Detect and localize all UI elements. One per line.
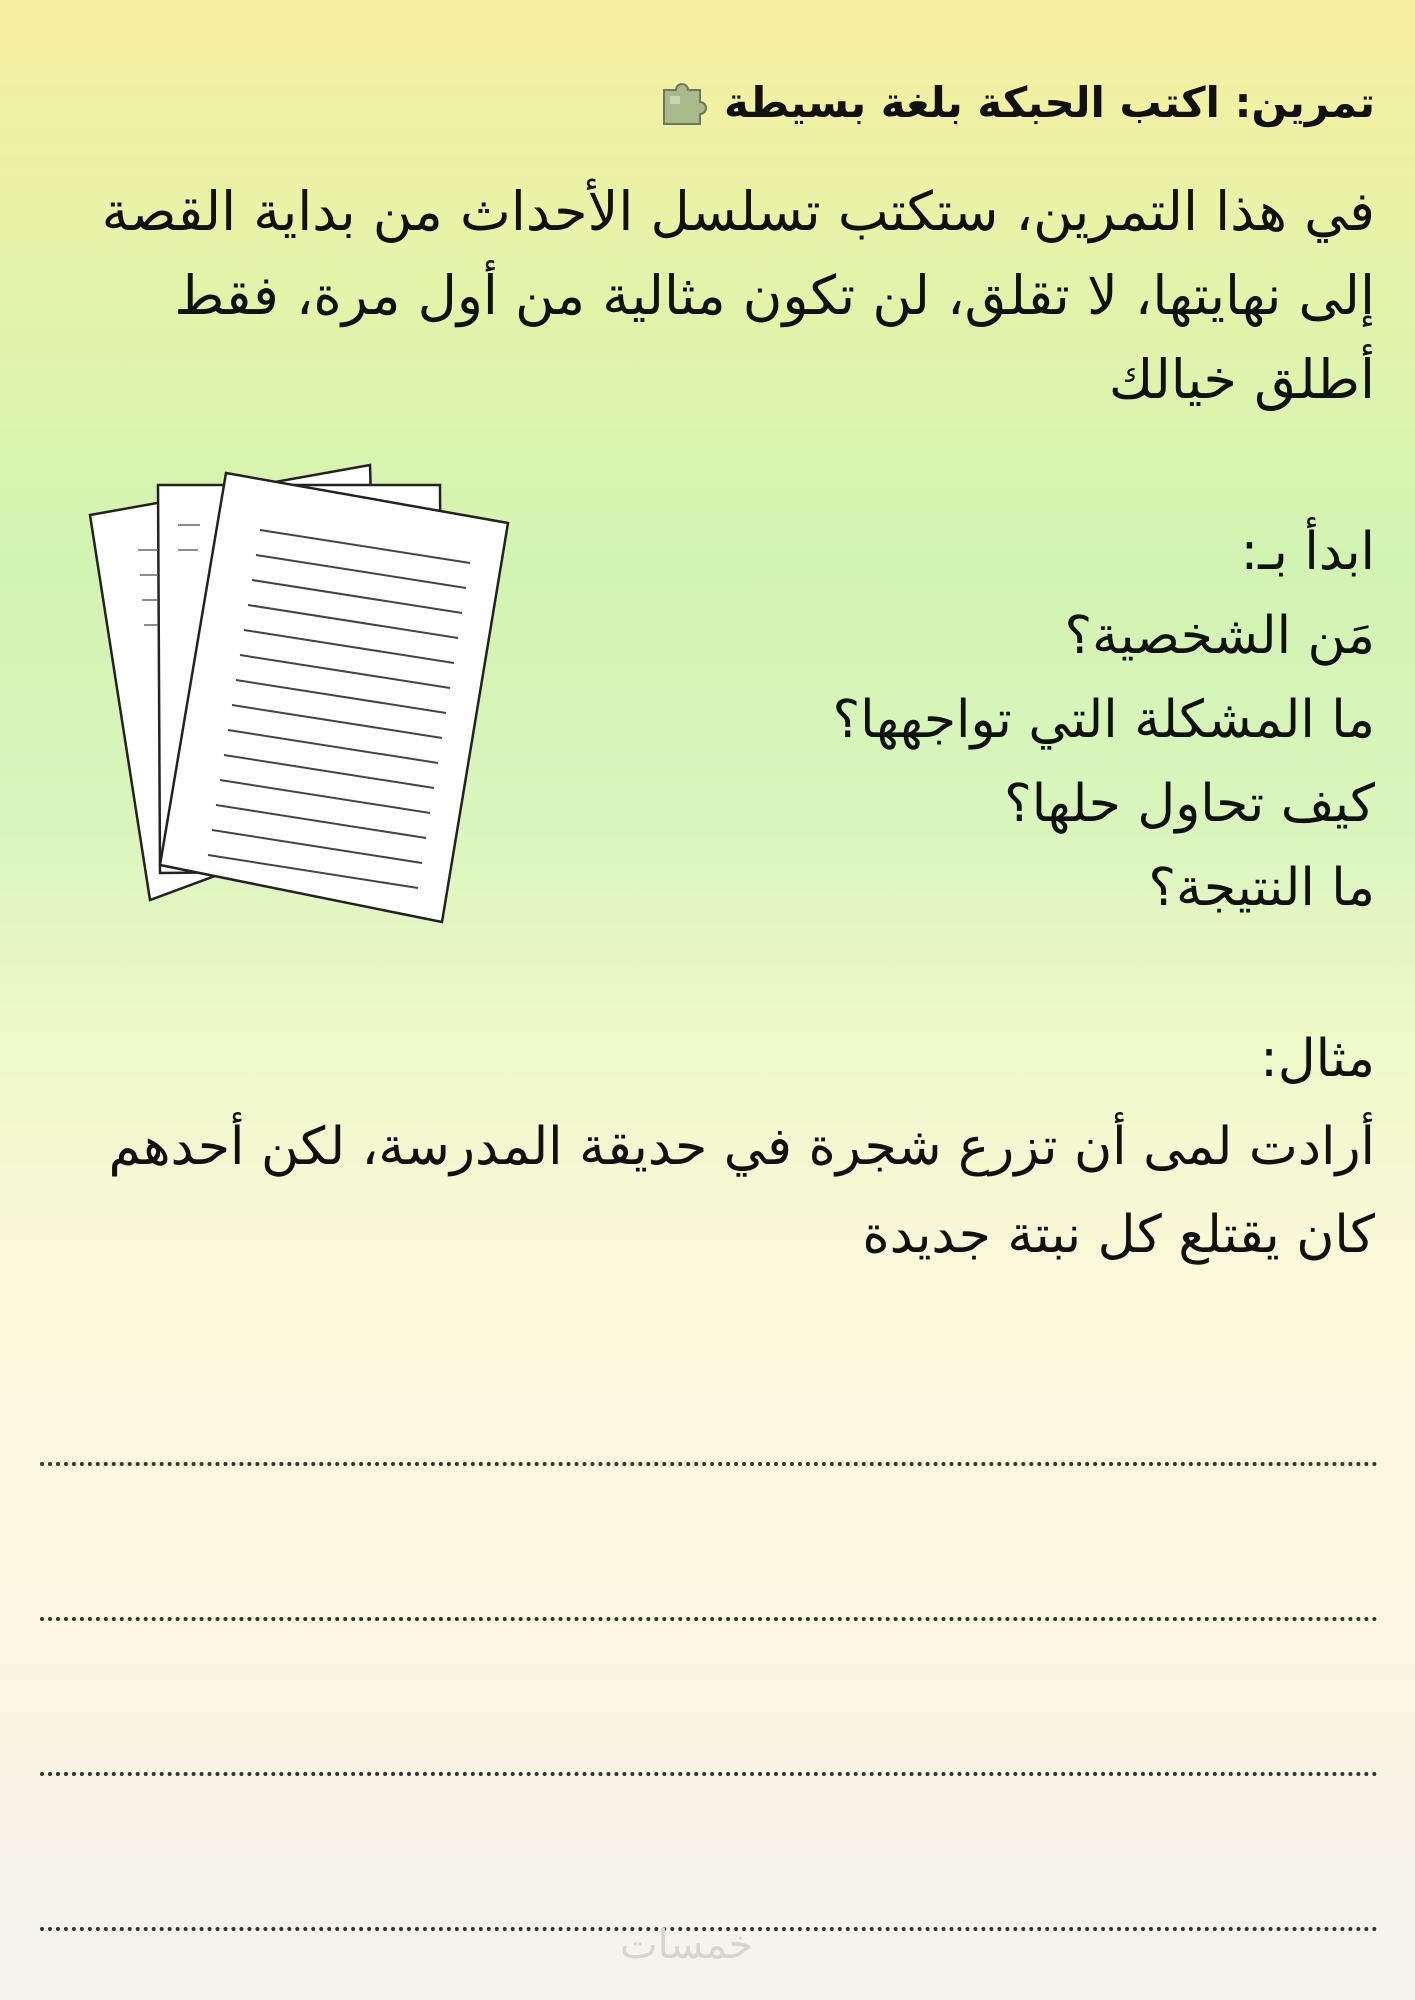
example-block (109, 1015, 1375, 1279)
writing-line[interactable] (40, 1462, 1378, 1466)
question-item: ما النتيجة؟ (1148, 858, 1375, 918)
example-heading: مثال: (1260, 1029, 1375, 1089)
example-line: أرادت لمى أن تزرع شجرة في حديقة المدرسة، لكن أحدهم (108, 1117, 1375, 1177)
papers-stack-icon (80, 455, 520, 935)
puzzle-icon (656, 76, 710, 130)
question-item: مَن الشخصية؟ (1064, 606, 1375, 666)
question-item: ما المشكلة التي تواجهها؟ (832, 690, 1375, 750)
writing-line[interactable] (40, 1617, 1378, 1621)
watermark: خمسات (620, 1922, 754, 1968)
prompt-heading: ابدأ بـ: (1240, 522, 1375, 582)
example-line: كان يقتلع كل نبتة جديدة (862, 1205, 1375, 1265)
writing-line[interactable] (40, 1772, 1378, 1776)
title-text: تمرين: اكتب الحبكة بلغة بسيطة (724, 78, 1375, 127)
intro-paragraph (5, 170, 1375, 422)
intro-line: أطلق خيالك (1108, 348, 1375, 411)
intro-line: إلى نهايتها، لا تقلق، لن تكون مثالية من أول مرة، فقط (174, 264, 1375, 327)
intro-line: في هذا التمرين، ستكتب تسلسل الأحداث من بداية القصة (101, 180, 1375, 243)
question-item: كيف تحاول حلها؟ (1004, 774, 1375, 834)
exercise-title (656, 76, 1375, 130)
prompt-questions (833, 510, 1375, 930)
